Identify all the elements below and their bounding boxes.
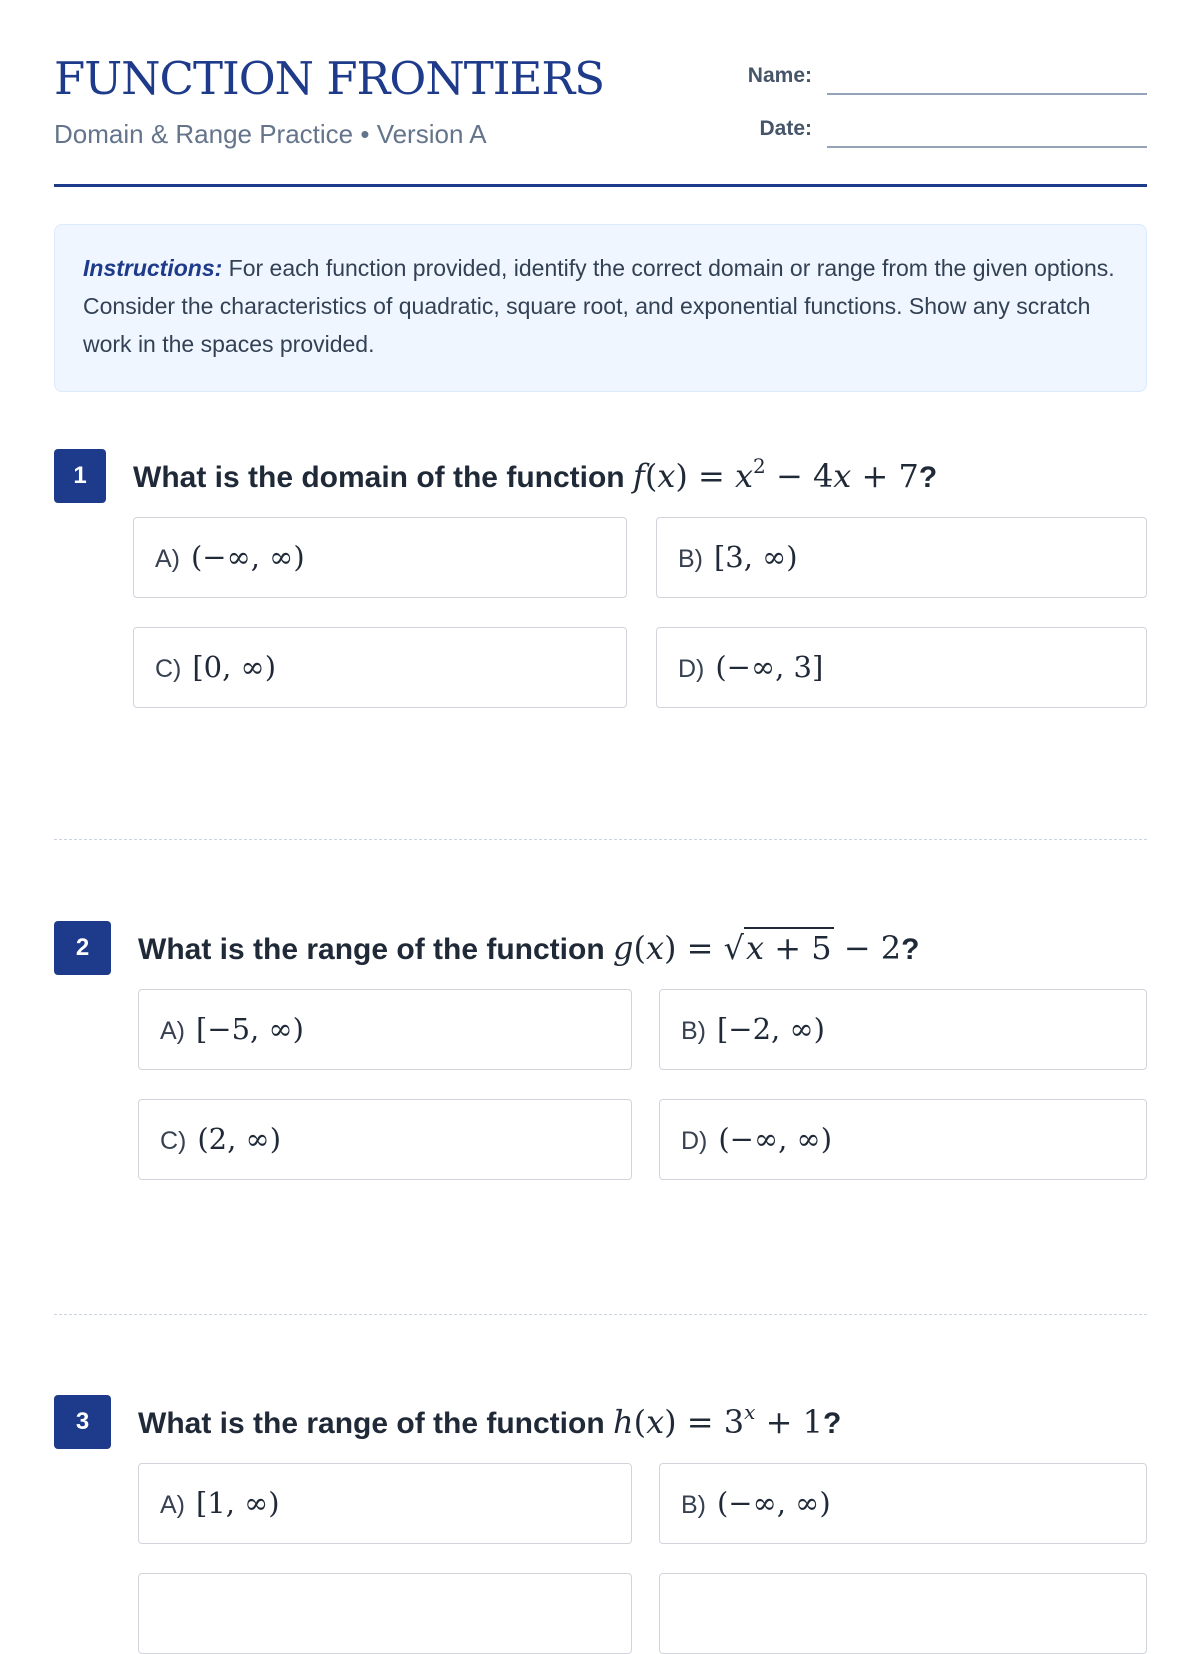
option-letter: C): [160, 1127, 187, 1155]
instructions-text: For each function provided, identify the correct domain or range from the given options. Consider the characteristics of quadratic, square root, and exponential functions. Show any scratch work in the spaces provided.: [83, 255, 1115, 357]
name-line[interactable]: [827, 93, 1147, 95]
option-letter: B): [681, 1017, 706, 1045]
page-subtitle: Domain & Range Practice • Version A: [54, 119, 487, 149]
question-text: What is the domain of the function $f(x) = x^2 - 4x + 7$?: [133, 454, 938, 495]
option-value: (−∞, ∞): [190, 540, 305, 574]
option-b[interactable]: [656, 517, 1147, 598]
option-value: (−∞, 3]: [715, 650, 824, 684]
question-number-badge: 1: [54, 449, 106, 503]
option-letter: B): [678, 545, 703, 573]
worksheet-page: [54, 0, 1147, 1520]
option-c[interactable]: [133, 627, 627, 708]
question-number-badge: 3: [54, 1395, 111, 1449]
date-label: Date:: [759, 117, 812, 140]
name-field[interactable]: [727, 57, 1147, 97]
instructions-box: [54, 224, 1147, 392]
question-divider: [54, 839, 1147, 840]
option-letter: A): [155, 545, 180, 573]
option-d[interactable]: [659, 1573, 1147, 1654]
date-field[interactable]: [727, 110, 1147, 150]
option-b[interactable]: [659, 1463, 1147, 1544]
option-a[interactable]: [138, 989, 632, 1070]
option-c[interactable]: [138, 1099, 632, 1180]
instructions-label: Instructions:: [83, 255, 223, 281]
question-formula: g(x) = √x + 5 − 2: [613, 929, 902, 967]
option-letter: A): [160, 1491, 185, 1519]
option-value: (2, ∞): [197, 1122, 282, 1156]
option-letter: B): [681, 1491, 706, 1519]
date-line[interactable]: [827, 146, 1147, 148]
question-prompt: What is the range of the function: [138, 1407, 605, 1440]
option-d[interactable]: [659, 1099, 1147, 1180]
question-prompt: What is the domain of the function: [133, 461, 625, 494]
option-letter: C): [155, 655, 182, 683]
name-label: Name:: [747, 64, 812, 87]
question-prompt: What is the range of the function: [138, 933, 605, 966]
option-letter: A): [160, 1017, 185, 1045]
option-value: [−5, ∞): [195, 1012, 304, 1046]
option-d[interactable]: [656, 627, 1147, 708]
option-a[interactable]: [138, 1463, 632, 1544]
option-value: (−∞, ∞): [716, 1486, 831, 1520]
option-value: (−∞, ∞): [718, 1122, 833, 1156]
question-divider: [54, 1314, 1147, 1315]
option-value: [3, ∞): [713, 540, 798, 574]
option-value: [0, ∞): [192, 650, 277, 684]
question-text: What is the range of the function g(x) = √x + 5 − 2?: [138, 929, 920, 967]
option-value: [−2, ∞): [716, 1012, 825, 1046]
question-number-badge: 2: [54, 921, 111, 975]
option-letter: D): [681, 1127, 708, 1155]
question-text: What is the range of the function $h(x) = 3^x + 1$?: [138, 1400, 842, 1441]
option-b[interactable]: [659, 989, 1147, 1070]
option-c[interactable]: [138, 1573, 632, 1654]
option-a[interactable]: [133, 517, 627, 598]
option-letter: D): [678, 655, 705, 683]
worksheet-header: [54, 0, 1147, 187]
option-value: [1, ∞): [195, 1486, 280, 1520]
question-formula: $f(x) = x^2 - 4x + 7$: [632, 454, 919, 495]
page-title: FUNCTION FRONTIERS: [54, 52, 605, 105]
question-formula: $h(x) = 3^x + 1$: [613, 1400, 823, 1441]
